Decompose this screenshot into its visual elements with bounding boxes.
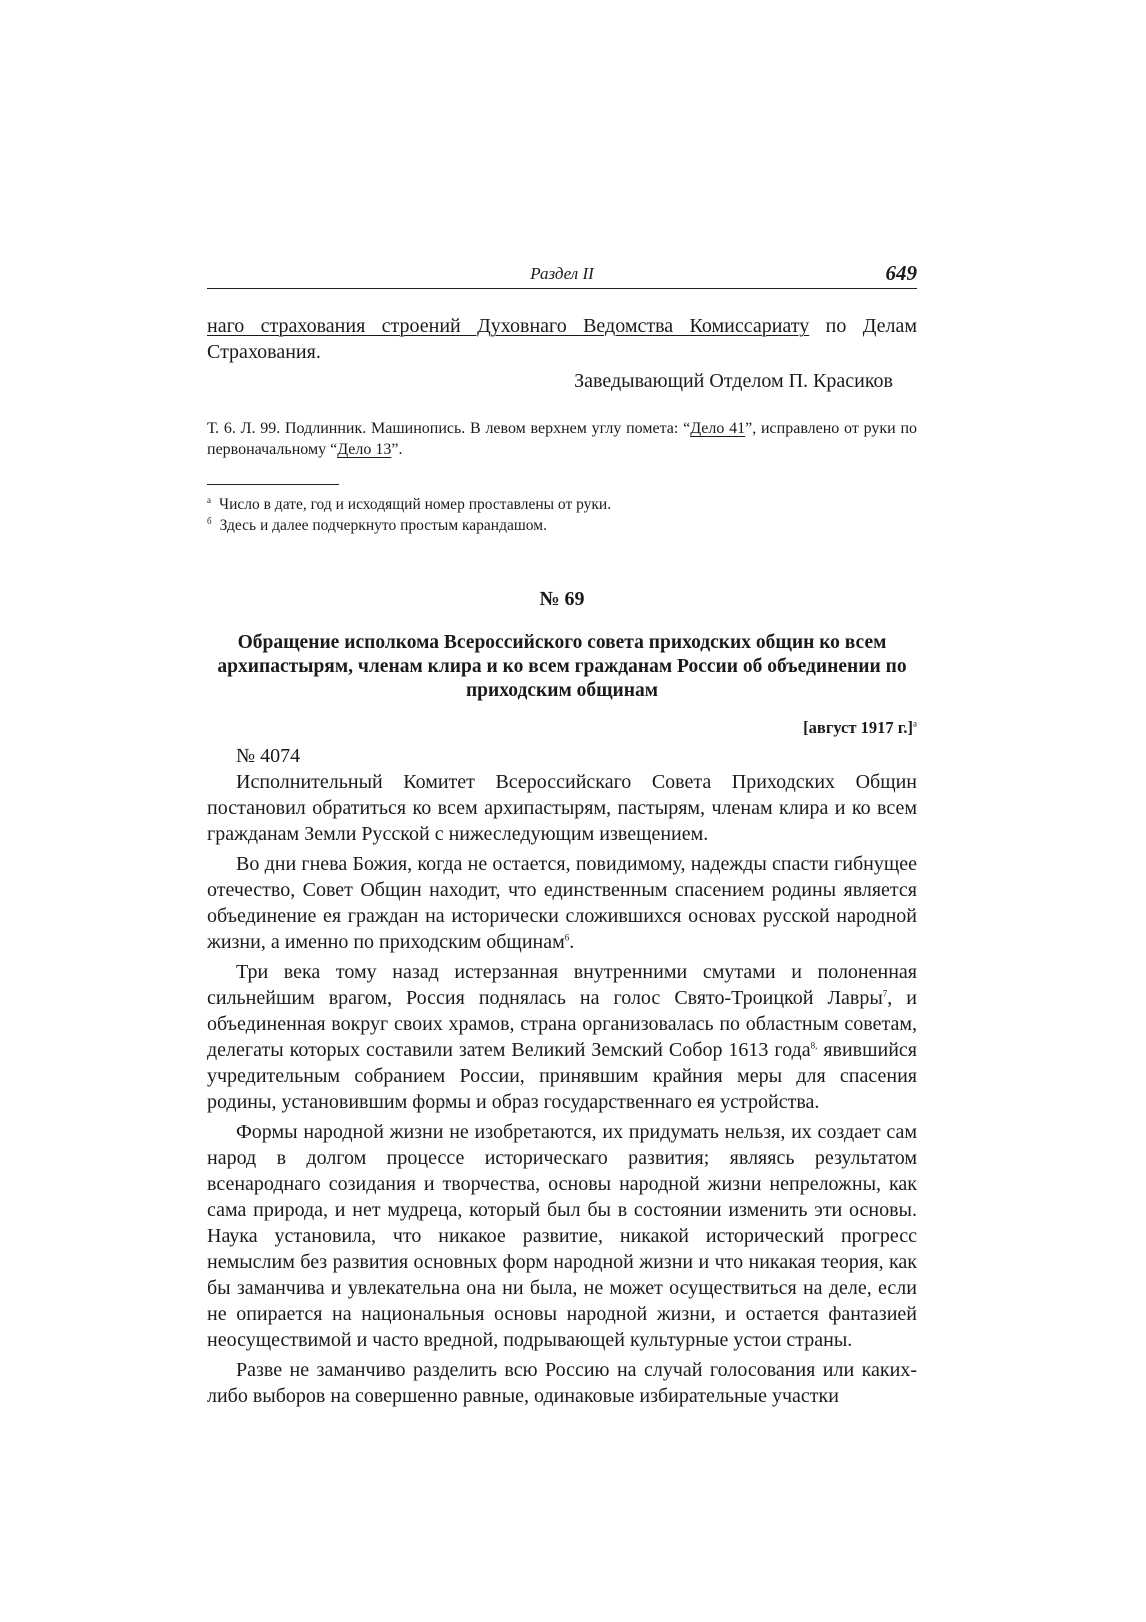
paragraph-2-text: Во дни гнева Божия, когда не остается, повидимому, надежды спасти гибнущее отечество, Совет Общин находит, что единственным спасением родины является объединение ея граждан на исторически сложившихся основах русской народной жизни, а именно по приходским общинам xyxy=(207,853,917,953)
source-ref-1: Дело 41 xyxy=(690,420,746,437)
document-number: № 69 xyxy=(539,588,585,610)
document-date xyxy=(207,718,917,738)
page-header xyxy=(207,250,917,289)
footnote-mark: б xyxy=(207,515,212,526)
footnote-divider xyxy=(207,484,339,485)
paragraph-3-text-b: , и объединенная вокруг своих храмов, страна организовалась по областным советам, делегаты которых составили затем Великий Земский Собор 1613 года xyxy=(207,987,917,1061)
paragraph-3-text-c: явившийся учредительным собранием России, принявшим крайния меры для спасения родины, установившим формы и образ государственнаго ея устройства. xyxy=(207,1039,917,1113)
paragraph-1: Исполнительный Комитет Всероссийскаго Совета Приходских Общин постановил обратиться ко всем архипастырям, пастырям, членам клира и ко всем гражданам Земли Русской с нижеследующим извещением. xyxy=(207,771,917,845)
page-number: 649 xyxy=(885,261,917,285)
source-note-part1: Т. 6. Л. 99. Подлинник. Машинопись. В левом верхнем углу помета: “ xyxy=(207,420,691,437)
source-ref-2: Дело 13 xyxy=(337,441,392,458)
document-date-text: [август 1917 г.] xyxy=(803,718,913,737)
paragraph-2 xyxy=(207,851,917,955)
paragraph-3 xyxy=(207,959,917,1115)
footnote-item xyxy=(207,515,917,536)
footnote-text: Здесь и далее подчеркнуто простым карандашом. xyxy=(219,517,547,534)
footnote-ref-8: 8, xyxy=(810,1040,818,1051)
footnote-ref-6: 6 xyxy=(564,932,570,943)
document-title: Обращение исполкома Всероссийского совета приходских общин ко всем архипастырям, членам клира и ко всем гражданам России об объединении по приходским общинам xyxy=(217,632,907,701)
footnote-mark: а xyxy=(207,494,211,505)
book-page xyxy=(207,250,917,1409)
footnote-item xyxy=(207,494,917,515)
footnote-ref-7: 7 xyxy=(882,988,888,999)
source-note-part3: ”. xyxy=(391,441,403,458)
outgoing-number: № 4074 xyxy=(236,745,301,767)
footnote-text: Число в дате, год и исходящий номер проставлены от руки. xyxy=(219,496,612,513)
paragraph-2-end: . xyxy=(569,931,575,953)
document-date-mark: а xyxy=(913,718,917,729)
source-note-part2: ”, исправлено от руки по первоначальному “ xyxy=(207,420,918,458)
signature: Заведывающий Отделом П. Красиков xyxy=(574,370,893,392)
paragraph-4: Формы народной жизни не изобретаются, их придумать нельзя, их создает сам народ в долгом процессе историческаго развития; являясь результатом всенароднаго созидания и творчества, основы народной жизни непреложны, как сама природа, и нет мудреца, который был бы в состоянии изменить эти основы. Наука установила, что никакое развитие, никакой исторический прогресс немыслим без развития основных форм народной жизни и что никакая теория, как бы заманчива и увлекательна она ни была, не может осуществиться на деле, если не опирается на национальныя основы народной жизни, и остается фантазией неосуществимой и часто вредной, подрывающей культурные устои страны. xyxy=(207,1121,917,1351)
continuation-paragraph xyxy=(207,313,917,365)
source-note xyxy=(207,418,917,460)
underlined-phrase: наго страхования строений Духовнаго Ведомства Комиссариату xyxy=(207,315,810,337)
paragraph-5: Разве не заманчиво разделить всю Россию на случай голосования или каких-либо выборов на совершенно равные, одинаковые избирательные участки xyxy=(207,1359,917,1407)
footnotes xyxy=(207,494,917,536)
paragraph-3-text-a: Три века тому назад истерзанная внутренними смутами и полоненная сильнейшим врагом, Россия поднялась на голос Свято-Троицкой Лавры xyxy=(207,961,917,1009)
running-head: Раздел II xyxy=(530,264,594,283)
continuation-rest: по Делам Страхования. xyxy=(207,315,917,363)
